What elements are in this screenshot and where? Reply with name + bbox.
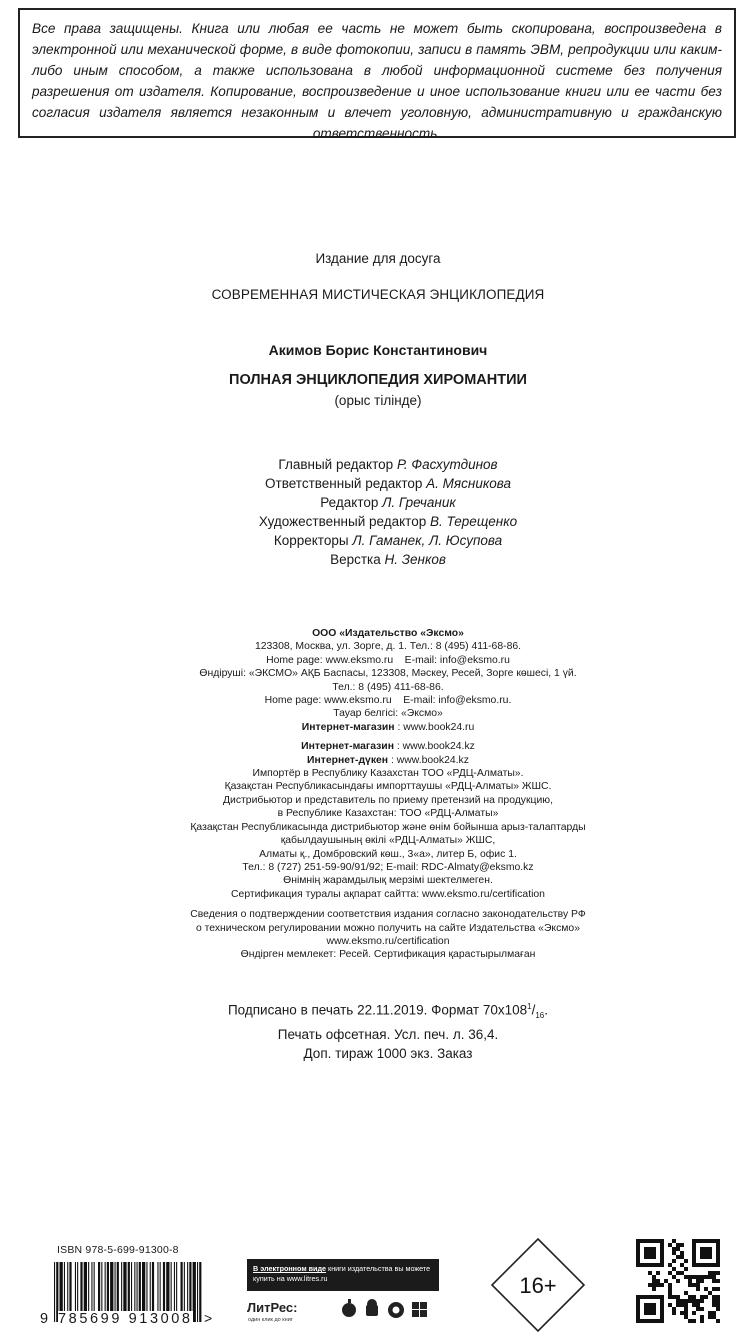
qr-module <box>700 1275 704 1279</box>
qr-module <box>660 1251 664 1255</box>
qr-module <box>668 1295 672 1299</box>
qr-module <box>636 1319 640 1323</box>
qr-module <box>704 1287 708 1291</box>
author-name: Акимов Борис Константинович <box>268 342 488 358</box>
publisher-name: ООО «Издательство «Эксмо» <box>312 628 464 639</box>
qr-module <box>712 1239 716 1243</box>
cert-kz: Сертификация туралы ақпарат сайтта: www.eksmo.ru/certification <box>231 888 545 900</box>
qr-module <box>672 1259 676 1263</box>
windows-phone-icon <box>388 1302 404 1318</box>
qr-module <box>716 1255 720 1259</box>
qr-module <box>644 1263 648 1267</box>
qr-module <box>704 1295 708 1299</box>
age-rating-badge <box>490 1237 586 1333</box>
qr-module <box>700 1279 704 1283</box>
qr-module <box>676 1271 680 1275</box>
qr-module <box>668 1243 672 1247</box>
qr-module <box>696 1275 700 1279</box>
qr-module <box>652 1283 656 1287</box>
qr-module <box>696 1239 700 1243</box>
qr-module <box>640 1263 644 1267</box>
qr-module <box>660 1263 664 1267</box>
qr-module <box>636 1247 640 1251</box>
qr-module <box>680 1255 684 1259</box>
qr-module <box>636 1243 640 1247</box>
distributor-tel: Тел.: 8 (727) 251-59-90/91/92; E-mail: RDC-Almaty@eksmo.kz <box>242 861 534 873</box>
qr-module <box>708 1263 712 1267</box>
qr-module <box>676 1279 680 1283</box>
qr-module <box>692 1259 696 1263</box>
qr-module <box>712 1299 716 1303</box>
qr-module <box>716 1279 720 1283</box>
qr-module <box>652 1247 656 1251</box>
qr-module <box>644 1251 648 1255</box>
qr-module <box>684 1303 688 1307</box>
publisher-kz-brand: Тауар белгісі: «Эксмо» <box>333 708 443 720</box>
qr-module <box>700 1299 704 1303</box>
qr-module <box>708 1247 712 1251</box>
qr-module <box>636 1263 640 1267</box>
qr-module <box>644 1295 648 1299</box>
qr-module <box>692 1263 696 1267</box>
distributor: Дистрибьютор и представитель по приему претензий на продукцию, <box>223 794 553 806</box>
qr-module <box>652 1287 656 1291</box>
qr-module <box>716 1247 720 1251</box>
qr-module <box>676 1247 680 1251</box>
qr-module <box>676 1299 680 1303</box>
qr-module <box>652 1255 656 1259</box>
qr-module <box>700 1315 704 1319</box>
qr-module <box>660 1307 664 1311</box>
qr-module <box>712 1295 716 1299</box>
distributor-address: Алматы қ., Домбровский көш., 3«а», литер Б, офис 1. <box>259 848 517 860</box>
qr-module <box>672 1251 676 1255</box>
qr-module <box>700 1239 704 1243</box>
qr-module <box>684 1267 688 1271</box>
qr-module <box>676 1243 680 1247</box>
qr-module <box>692 1239 696 1243</box>
qr-module <box>644 1307 648 1311</box>
barcode-arrow-icon: > <box>204 1310 213 1326</box>
qr-module <box>660 1299 664 1303</box>
qr-module <box>668 1271 672 1275</box>
publisher-kz-tel: Тел.: 8 (495) 411-68-86. <box>332 681 444 693</box>
qr-module <box>652 1263 656 1267</box>
qr-module <box>648 1307 652 1311</box>
litres-banner: В электронном виде книги издательства вы можете купить на www.litres.ru <box>247 1259 439 1291</box>
qr-module <box>636 1311 640 1315</box>
qr-module <box>660 1303 664 1307</box>
qr-module <box>656 1279 660 1283</box>
qr-module <box>716 1259 720 1263</box>
qr-module <box>636 1315 640 1319</box>
publisher-address: 123308, Москва, ул. Зорге, д. 1. Тел.: 8 (495) 411-68-86. <box>254 641 522 653</box>
qr-module <box>696 1283 700 1287</box>
qr-module <box>696 1299 700 1303</box>
qr-module <box>712 1271 716 1275</box>
qr-module <box>676 1295 680 1299</box>
qr-module <box>684 1315 688 1319</box>
qr-module <box>648 1263 652 1267</box>
qr-module <box>680 1311 684 1315</box>
barcode-bar <box>197 1262 198 1322</box>
qr-module <box>712 1311 716 1315</box>
qr-module <box>652 1307 656 1311</box>
qr-module <box>716 1307 720 1311</box>
importer-kz: Қазақстан Республикасындағы импорттаушы «РДЦ-Алматы» ЖШС. <box>224 781 552 793</box>
qr-module <box>652 1275 656 1279</box>
copyright-text: Все права защищены. Книга или любая ее часть не может быть скопирована, воспроизведена в электронной или механической форме, в виде фотокопии, записи в память ЭВМ, репродукции или каким-либо иным способом, а также использована в любой информационной системе без получения разрешения от издателя. Копирование, воспроизведение и иное использование книги или ее части без согласия издателя является незаконным и влечет уголовную, административную и гражданскую ответственность. <box>32 21 722 141</box>
publisher-kz-maker: Өндіруші: «ЭКСМО» АҚБ Баспасы, 123308, Мәскеу, Ресей, Зорге көшесі, 1 үй. <box>199 668 577 680</box>
print-line-3: Доп. тираж 1000 экз. Заказ <box>303 1046 473 1062</box>
qr-module <box>708 1311 712 1315</box>
qr-module <box>656 1239 660 1243</box>
qr-module <box>660 1259 664 1263</box>
barcode-digits: 785699 913008 <box>58 1311 193 1327</box>
credit-line: Редактор Л. Гречаник <box>320 495 456 510</box>
qr-module <box>684 1307 688 1311</box>
qr-module <box>636 1299 640 1303</box>
qr-module <box>704 1251 708 1255</box>
qr-module <box>700 1255 704 1259</box>
qr-module <box>708 1315 712 1319</box>
qr-module <box>648 1271 652 1275</box>
qr-module <box>636 1307 640 1311</box>
qr-module <box>640 1295 644 1299</box>
qr-module <box>656 1283 660 1287</box>
origin-country: Өндірген мемлекет: Ресей. Сертификация қарастырылмаған <box>240 949 536 961</box>
apple-icon <box>342 1299 356 1317</box>
qr-module <box>672 1275 676 1279</box>
qr-module <box>700 1263 704 1267</box>
qr-module <box>680 1251 684 1255</box>
qr-module <box>708 1271 712 1275</box>
qr-module <box>672 1267 676 1271</box>
qr-module <box>648 1283 652 1287</box>
publisher-info <box>0 627 756 962</box>
cert-ru-1: Сведения о подтверждении соответствия издания согласно законодательству РФ <box>190 909 586 921</box>
qr-module <box>700 1307 704 1311</box>
qr-module <box>656 1295 660 1299</box>
qr-module <box>692 1299 696 1303</box>
android-icon <box>366 1299 378 1316</box>
qr-module <box>676 1255 680 1259</box>
qr-module <box>688 1275 692 1279</box>
qr-module <box>684 1311 688 1315</box>
cert-ru-2: о техническом регулировании можно получить на сайте Издательства «Эксмо» <box>196 922 580 934</box>
qr-module <box>688 1295 692 1299</box>
qr-module <box>644 1311 648 1315</box>
language-note: (орыс тілінде) <box>334 393 422 408</box>
qr-module <box>660 1255 664 1259</box>
qr-module <box>680 1303 684 1307</box>
qr-module <box>648 1295 652 1299</box>
qr-module <box>680 1271 684 1275</box>
print-line-2: Печать офсетная. Усл. печ. л. 36,4. <box>277 1027 499 1043</box>
qr-module <box>636 1259 640 1263</box>
qr-module <box>644 1319 648 1323</box>
credit-line: Верстка Н. Зенков <box>330 552 446 567</box>
qr-module <box>708 1275 712 1279</box>
qr-module <box>656 1271 660 1275</box>
publisher-web: Home page: www.eksmo.ru E-mail: info@eksmo.ru <box>266 654 510 666</box>
qr-module <box>716 1319 720 1323</box>
qr-module <box>684 1275 688 1279</box>
qr-module <box>704 1275 708 1279</box>
qr-module <box>692 1251 696 1255</box>
qr-module <box>696 1263 700 1267</box>
qr-module <box>652 1319 656 1323</box>
qr-module <box>660 1295 664 1299</box>
qr-module <box>716 1243 720 1247</box>
distributor-kz-2: қабылдаушының өкілі «РДЦ-Алматы» ЖШС, <box>280 835 496 847</box>
qr-module <box>712 1303 716 1307</box>
copyright-notice <box>18 8 736 141</box>
importer: Импортёр в Республику Казахстан ТОО «РДЦ-Алматы». <box>252 768 524 780</box>
qr-module <box>668 1291 672 1295</box>
qr-module <box>640 1319 644 1323</box>
qr-module <box>696 1279 700 1283</box>
qr-module <box>636 1255 640 1259</box>
qr-code-image <box>636 1239 720 1323</box>
qr-module <box>644 1255 648 1259</box>
qr-module <box>668 1263 672 1267</box>
series-title: СОВРЕМЕННАЯ МИСТИЧЕСКАЯ ЭНЦИКЛОПЕДИЯ <box>211 287 545 302</box>
credit-line: Главный редактор Р. Фасхутдинов <box>278 457 498 472</box>
qr-module <box>708 1291 712 1295</box>
qr-module <box>648 1239 652 1243</box>
qr-module <box>704 1263 708 1267</box>
qr-module <box>696 1303 700 1307</box>
qr-module <box>652 1251 656 1255</box>
qr-module <box>680 1299 684 1303</box>
credit-line: Ответственный редактор А. Мясникова <box>265 476 511 491</box>
qr-module <box>716 1251 720 1255</box>
qr-module <box>644 1247 648 1251</box>
qr-module <box>660 1247 664 1251</box>
qr-module <box>692 1275 696 1279</box>
qr-module <box>692 1247 696 1251</box>
qr-module <box>712 1315 716 1319</box>
qr-module <box>716 1295 720 1299</box>
editorial-credits <box>0 455 756 569</box>
qr-module <box>656 1263 660 1267</box>
barcode-bar <box>54 1262 55 1322</box>
qr-module <box>712 1275 716 1279</box>
qr-module <box>688 1283 692 1287</box>
qr-module <box>696 1307 700 1311</box>
book-title: ПОЛНАЯ ЭНЦИКЛОПЕДИЯ ХИРОМАНТИИ <box>229 372 527 388</box>
qr-module <box>652 1239 656 1243</box>
qr-module <box>648 1311 652 1315</box>
qr-module <box>716 1239 720 1243</box>
qr-module <box>708 1255 712 1259</box>
qr-module <box>640 1239 644 1243</box>
qr-module <box>672 1311 676 1315</box>
qr-module <box>716 1303 720 1307</box>
qr-module <box>688 1279 692 1283</box>
qr-module <box>712 1263 716 1267</box>
qr-module <box>636 1251 640 1255</box>
litres-logo: ЛитРес: <box>247 1300 298 1315</box>
qr-module <box>652 1279 656 1283</box>
qr-module <box>708 1239 712 1243</box>
qr-module <box>716 1263 720 1267</box>
litres-slogan: один клик до книг <box>248 1317 293 1323</box>
qr-module <box>684 1259 688 1263</box>
edition-type: Издание для досуга <box>315 251 441 266</box>
qr-module <box>704 1247 708 1251</box>
shop-kz: Интернет-магазин : www.book24.kz <box>301 741 475 753</box>
qr-module <box>716 1299 720 1303</box>
qr-module <box>660 1239 664 1243</box>
platform-icons <box>339 1296 439 1320</box>
qr-module <box>636 1239 640 1243</box>
qr-module <box>648 1247 652 1251</box>
qr-module <box>712 1287 716 1291</box>
qr-module <box>692 1295 696 1299</box>
qr-module <box>684 1299 688 1303</box>
qr-module <box>672 1295 676 1299</box>
qr-module <box>652 1303 656 1307</box>
age-rating-text: 16+ <box>519 1273 557 1298</box>
qr-module <box>692 1283 696 1287</box>
windows-icon <box>412 1302 427 1317</box>
qr-module <box>668 1283 672 1287</box>
qr-module <box>648 1251 652 1255</box>
qr-module <box>672 1307 676 1311</box>
credit-line: Художественный редактор В. Терещенко <box>258 514 518 529</box>
qr-module <box>648 1319 652 1323</box>
qr-module <box>692 1255 696 1259</box>
qr-module <box>684 1291 688 1295</box>
qr-module <box>636 1303 640 1307</box>
qr-module <box>672 1247 676 1251</box>
qr-module <box>680 1243 684 1247</box>
qr-module <box>644 1239 648 1243</box>
qr-module <box>668 1287 672 1291</box>
distributor-2: в Республике Казахстан: ТОО «РДЦ-Алматы» <box>277 808 499 820</box>
qr-module <box>700 1319 704 1323</box>
qr-module <box>692 1243 696 1247</box>
qr-module <box>692 1319 696 1323</box>
qr-module <box>704 1255 708 1259</box>
qr-module <box>664 1279 668 1283</box>
qr-module <box>704 1239 708 1243</box>
shop-kz-2: Интернет-дүкен : www.book24.kz <box>307 754 469 766</box>
qr-module <box>712 1279 716 1283</box>
qr-module <box>680 1263 684 1267</box>
qr-module <box>648 1255 652 1259</box>
credit-line: Корректоры Л. Гаманек, Л. Юсупова <box>273 533 503 548</box>
qr-module <box>696 1287 700 1291</box>
distributor-kz: Қазақстан Республикасында дистрибьютор және өнім бойынша арыз-талаптарды <box>190 821 586 833</box>
barcode-bar <box>193 1262 196 1322</box>
qr-module <box>700 1295 704 1299</box>
print-info <box>0 997 756 1063</box>
qr-module <box>656 1319 660 1323</box>
qr-module <box>692 1303 696 1307</box>
qr-module <box>660 1283 664 1287</box>
qr-module <box>660 1311 664 1315</box>
barcode-bar <box>199 1262 201 1322</box>
qr-module <box>688 1299 692 1303</box>
qr-module <box>692 1311 696 1315</box>
qr-module <box>660 1243 664 1247</box>
qr-module <box>716 1287 720 1291</box>
shop-ru: Интернет-магазин : www.book24.ru <box>301 721 475 733</box>
qr-module <box>700 1247 704 1251</box>
qr-module <box>716 1271 720 1275</box>
isbn-label: ISBN 978-5-699-91300-8 <box>57 1244 179 1256</box>
qr-module <box>688 1319 692 1323</box>
qr-module <box>660 1315 664 1319</box>
qr-module <box>676 1303 680 1307</box>
shelf-life: Өнімнің жарамдылық мерзімі шектелмеген. <box>283 875 493 887</box>
print-signed: Подписано в печать 22.11.2019. Формат $70x108^1/_{16}$. <box>227 1002 549 1021</box>
qr-module <box>636 1295 640 1299</box>
qr-module <box>652 1311 656 1315</box>
litres-promo <box>247 1259 439 1335</box>
qr-module <box>644 1303 648 1307</box>
qr-module <box>672 1239 676 1243</box>
qr-module <box>660 1319 664 1323</box>
qr-module <box>652 1295 656 1299</box>
cert-ru-3: www.eksmo.ru/certification <box>326 935 450 947</box>
barcode-lead-digit: 9 <box>40 1311 49 1327</box>
qr-module <box>708 1251 712 1255</box>
qr-module <box>700 1251 704 1255</box>
qr-module <box>648 1303 652 1307</box>
qr-module <box>668 1303 672 1307</box>
publisher-kz-web: Home page: www.eksmo.ru E-mail: info@eksmo.ru. <box>264 695 512 707</box>
